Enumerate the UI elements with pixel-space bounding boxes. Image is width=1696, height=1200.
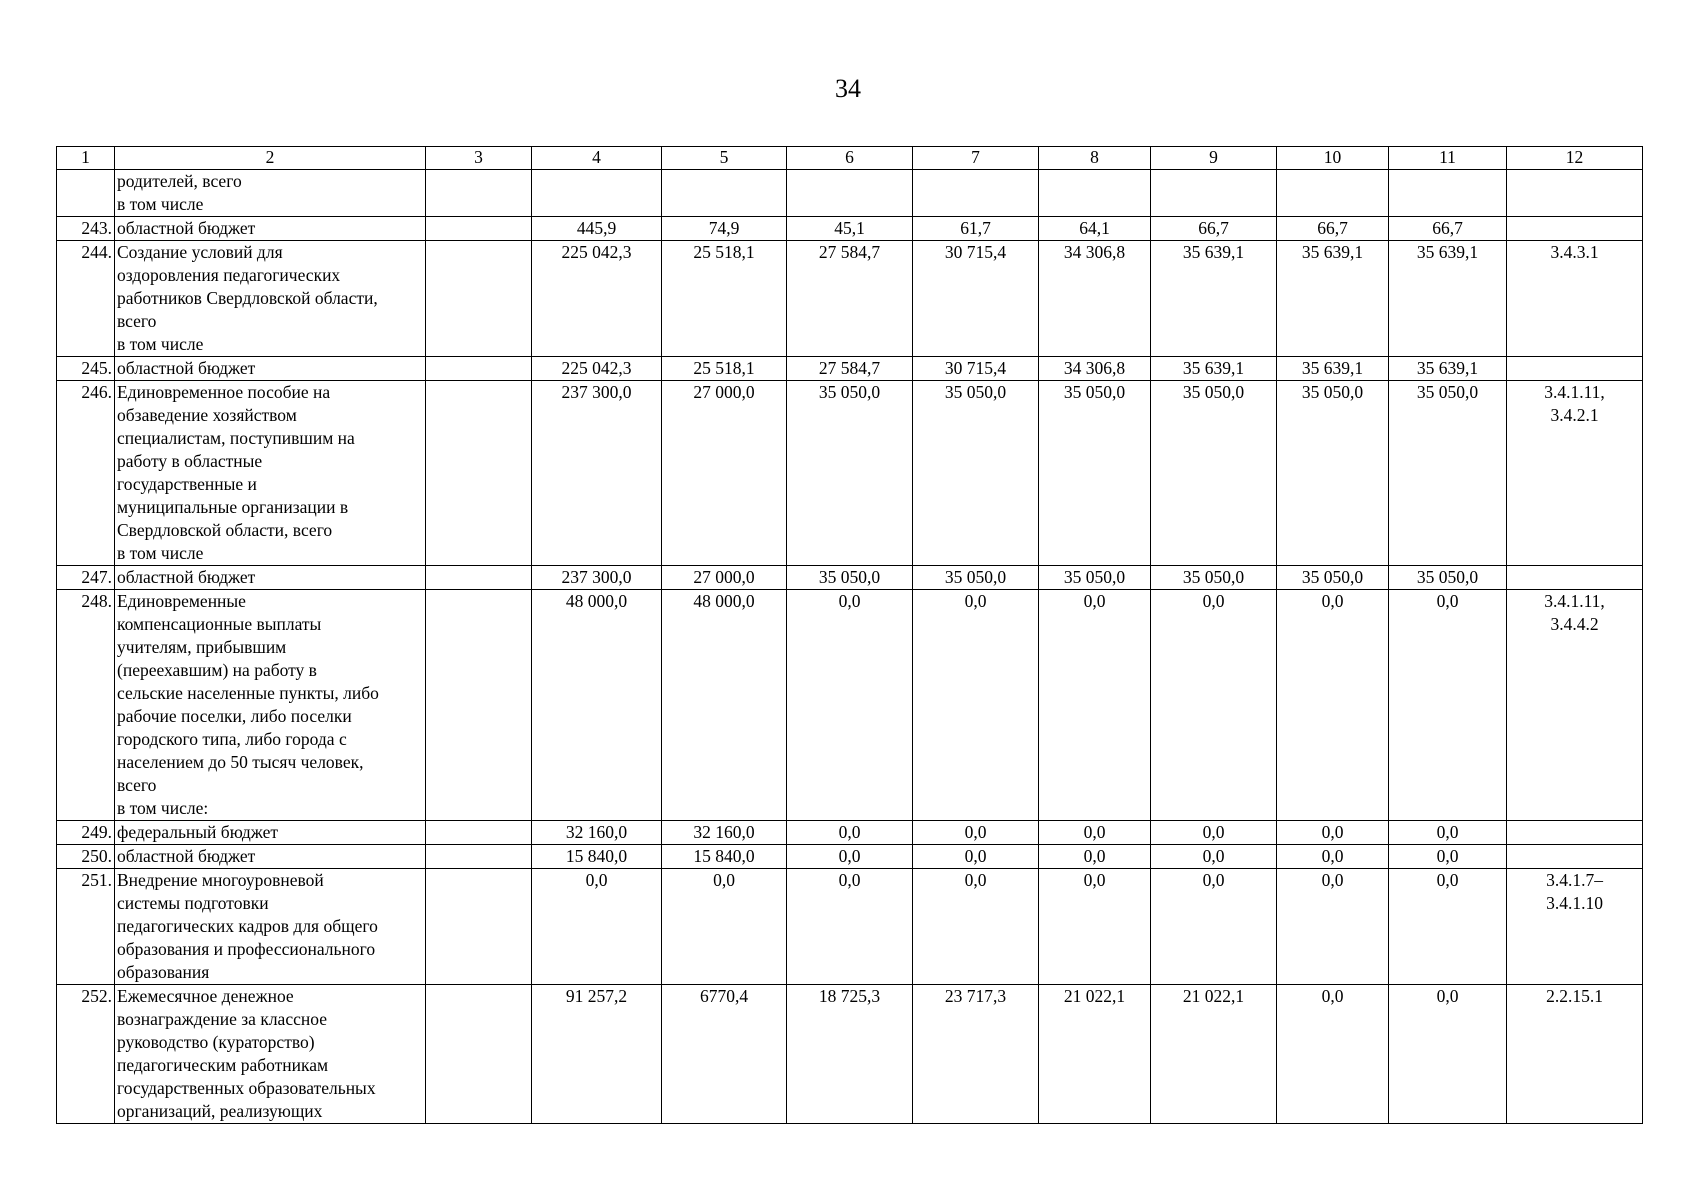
row-number: 246. (57, 381, 115, 566)
row-value: 0,0 (913, 845, 1039, 869)
row-value: 35 050,0 (1039, 381, 1151, 566)
row-value: 34 306,8 (1039, 241, 1151, 357)
budget-table (56, 146, 1643, 1124)
row-value: 0,0 (1151, 845, 1277, 869)
page-number: 34 (835, 74, 861, 103)
row-name: областной бюджет (115, 217, 426, 241)
row-value (913, 170, 1039, 217)
row-value: 0,0 (1151, 821, 1277, 845)
row-col3 (426, 241, 532, 357)
row-number: 248. (57, 590, 115, 821)
column-header: 6 (787, 147, 913, 170)
row-value: 66,7 (1277, 217, 1389, 241)
table-row (57, 381, 1643, 566)
row-name: областной бюджет (115, 566, 426, 590)
row-number: 247. (57, 566, 115, 590)
row-value: 35 050,0 (1151, 566, 1277, 590)
row-value: 61,7 (913, 217, 1039, 241)
row-value: 0,0 (1389, 590, 1507, 821)
row-number: 243. (57, 217, 115, 241)
row-value: 0,0 (1151, 869, 1277, 985)
row-value: 6770,4 (662, 985, 787, 1124)
row-value: 35 639,1 (1151, 241, 1277, 357)
row-value: 35 050,0 (1277, 381, 1389, 566)
row-value: 48 000,0 (662, 590, 787, 821)
row-value: 0,0 (787, 845, 913, 869)
row-value: 64,1 (1039, 217, 1151, 241)
row-value: 0,0 (1039, 590, 1151, 821)
row-value: 35 639,1 (1389, 241, 1507, 357)
row-value: 35 639,1 (1277, 357, 1389, 381)
row-value: 27 584,7 (787, 241, 913, 357)
row-name: родителей, всего в том числе (115, 170, 426, 217)
row-value: 0,0 (913, 869, 1039, 985)
row-value (1389, 170, 1507, 217)
row-value: 225 042,3 (532, 241, 662, 357)
table-body (57, 170, 1643, 1124)
row-value: 0,0 (1277, 845, 1389, 869)
row-reference (1507, 845, 1643, 869)
row-reference (1507, 170, 1643, 217)
row-value: 0,0 (1039, 821, 1151, 845)
row-value: 0,0 (1389, 869, 1507, 985)
column-header: 7 (913, 147, 1039, 170)
row-value: 32 160,0 (532, 821, 662, 845)
row-value: 27 000,0 (662, 566, 787, 590)
row-value: 237 300,0 (532, 381, 662, 566)
row-value: 0,0 (532, 869, 662, 985)
row-value: 25 518,1 (662, 357, 787, 381)
column-header: 8 (1039, 147, 1151, 170)
table-row (57, 357, 1643, 381)
row-col3 (426, 381, 532, 566)
row-reference (1507, 566, 1643, 590)
row-value (787, 170, 913, 217)
table-row (57, 869, 1643, 985)
column-header: 12 (1507, 147, 1643, 170)
row-col3 (426, 217, 532, 241)
row-value: 35 050,0 (787, 566, 913, 590)
row-col3 (426, 845, 532, 869)
row-name: Ежемесячное денежное вознаграждение за классное руководство (кураторство) педагогическим работникам государственных образовательных организаций, реализующих (115, 985, 426, 1124)
column-header: 11 (1389, 147, 1507, 170)
table-row (57, 590, 1643, 821)
row-value: 0,0 (1277, 985, 1389, 1124)
row-value: 32 160,0 (662, 821, 787, 845)
row-value: 0,0 (1039, 869, 1151, 985)
row-name: Внедрение многоуровневой системы подготовки педагогических кадров для общего образования и профессионального образования (115, 869, 426, 985)
column-header: 9 (1151, 147, 1277, 170)
row-reference (1507, 821, 1643, 845)
row-col3 (426, 985, 532, 1124)
row-name: федеральный бюджет (115, 821, 426, 845)
row-value: 66,7 (1151, 217, 1277, 241)
row-name: областной бюджет (115, 845, 426, 869)
row-number: 250. (57, 845, 115, 869)
row-value: 35 639,1 (1389, 357, 1507, 381)
row-value: 0,0 (1151, 590, 1277, 821)
row-reference: 3.4.1.11, 3.4.2.1 (1507, 381, 1643, 566)
column-header: 3 (426, 147, 532, 170)
row-value: 35 050,0 (1151, 381, 1277, 566)
row-value (532, 170, 662, 217)
row-col3 (426, 357, 532, 381)
row-value: 66,7 (1389, 217, 1507, 241)
row-col3 (426, 590, 532, 821)
row-number: 249. (57, 821, 115, 845)
row-value: 0,0 (1389, 821, 1507, 845)
row-value (1039, 170, 1151, 217)
table-row (57, 821, 1643, 845)
row-value (1151, 170, 1277, 217)
row-reference (1507, 357, 1643, 381)
row-value: 35 050,0 (787, 381, 913, 566)
row-value: 0,0 (1277, 869, 1389, 985)
row-col3 (426, 170, 532, 217)
row-value: 0,0 (662, 869, 787, 985)
row-value: 27 000,0 (662, 381, 787, 566)
row-value: 0,0 (1277, 590, 1389, 821)
row-value: 45,1 (787, 217, 913, 241)
row-value: 25 518,1 (662, 241, 787, 357)
column-header: 4 (532, 147, 662, 170)
table-row (57, 566, 1643, 590)
row-value: 27 584,7 (787, 357, 913, 381)
row-number: 244. (57, 241, 115, 357)
row-value: 0,0 (787, 821, 913, 845)
row-value: 48 000,0 (532, 590, 662, 821)
row-value: 0,0 (1039, 845, 1151, 869)
row-number: 252. (57, 985, 115, 1124)
row-value: 35 639,1 (1151, 357, 1277, 381)
row-col3 (426, 821, 532, 845)
row-value: 15 840,0 (532, 845, 662, 869)
row-value (1277, 170, 1389, 217)
row-reference: 3.4.1.7– 3.4.1.10 (1507, 869, 1643, 985)
row-value: 15 840,0 (662, 845, 787, 869)
row-value: 21 022,1 (1151, 985, 1277, 1124)
row-number (57, 170, 115, 217)
row-value: 30 715,4 (913, 357, 1039, 381)
row-value: 35 639,1 (1277, 241, 1389, 357)
row-reference: 3.4.3.1 (1507, 241, 1643, 357)
table-row (57, 170, 1643, 217)
row-value: 35 050,0 (1389, 381, 1507, 566)
row-value: 0,0 (1277, 821, 1389, 845)
table-row (57, 241, 1643, 357)
table-row (57, 217, 1643, 241)
row-value: 35 050,0 (913, 566, 1039, 590)
row-value: 35 050,0 (1277, 566, 1389, 590)
row-value: 0,0 (787, 590, 913, 821)
row-value: 35 050,0 (1039, 566, 1151, 590)
row-value: 34 306,8 (1039, 357, 1151, 381)
table-row (57, 845, 1643, 869)
row-number: 251. (57, 869, 115, 985)
row-name: Единовременное пособие на обзаведение хозяйством специалистам, поступившим на работу в областные государственные и муниципальные организации в Свердловской области, всего в том числе (115, 381, 426, 566)
row-value: 445,9 (532, 217, 662, 241)
row-value: 0,0 (787, 869, 913, 985)
row-value: 0,0 (1389, 845, 1507, 869)
row-reference: 2.2.15.1 (1507, 985, 1643, 1124)
column-header: 5 (662, 147, 787, 170)
row-value (662, 170, 787, 217)
row-name: Единовременные компенсационные выплаты учителям, прибывшим (переехавшим) на работу в сельские населенные пункты, либо рабочие поселки, либо поселки городского типа, либо города с населением до 50 тысяч человек, всего в том числе: (115, 590, 426, 821)
row-value: 0,0 (913, 590, 1039, 821)
row-col3 (426, 566, 532, 590)
row-value: 74,9 (662, 217, 787, 241)
row-value: 0,0 (913, 821, 1039, 845)
row-col3 (426, 869, 532, 985)
row-name: Создание условий для оздоровления педагогических работников Свердловской области, всего в том числе (115, 241, 426, 357)
column-header: 2 (115, 147, 426, 170)
row-value: 0,0 (1389, 985, 1507, 1124)
row-value: 225 042,3 (532, 357, 662, 381)
row-value: 18 725,3 (787, 985, 913, 1124)
row-value: 237 300,0 (532, 566, 662, 590)
row-value: 35 050,0 (1389, 566, 1507, 590)
row-value: 91 257,2 (532, 985, 662, 1124)
row-reference (1507, 217, 1643, 241)
table-row (57, 985, 1643, 1124)
row-value: 35 050,0 (913, 381, 1039, 566)
row-value: 23 717,3 (913, 985, 1039, 1124)
row-value: 21 022,1 (1039, 985, 1151, 1124)
column-header: 10 (1277, 147, 1389, 170)
row-reference: 3.4.1.11, 3.4.4.2 (1507, 590, 1643, 821)
column-number-row (57, 147, 1643, 170)
row-value: 30 715,4 (913, 241, 1039, 357)
column-header: 1 (57, 147, 115, 170)
row-name: областной бюджет (115, 357, 426, 381)
row-number: 245. (57, 357, 115, 381)
